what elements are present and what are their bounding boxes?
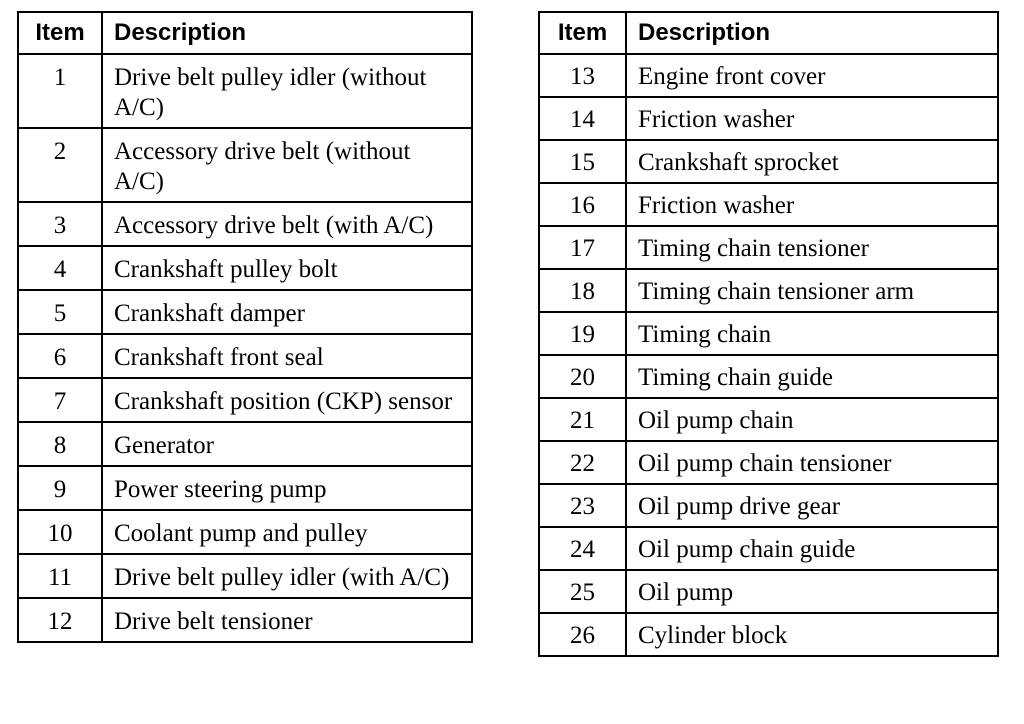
table-row [539,398,998,441]
item-number: 15 [539,140,626,183]
item-number: 23 [539,484,626,527]
table-row [539,570,998,613]
item-description: Oil pump chain [626,398,998,441]
item-description: Timing chain guide [626,355,998,398]
table-row [18,202,472,246]
item-number: 7 [18,378,102,422]
item-number: 5 [18,290,102,334]
item-number: 22 [539,441,626,484]
table-row [18,466,472,510]
item-description: Oil pump drive gear [626,484,998,527]
item-number: 6 [18,334,102,378]
item-description: Oil pump chain guide [626,527,998,570]
item-description: Crankshaft position (CKP) sensor [102,378,472,422]
table-row [539,441,998,484]
item-number: 20 [539,355,626,398]
item-description: Crankshaft sprocket [626,140,998,183]
item-number: 12 [18,598,102,642]
table-row [18,554,472,598]
item-description: Crankshaft damper [102,290,472,334]
table-row [18,378,472,422]
table-row [18,290,472,334]
item-column-header: Item [539,12,626,54]
item-number: 10 [18,510,102,554]
item-number: 21 [539,398,626,441]
item-description: Oil pump [626,570,998,613]
table-row [539,613,998,656]
item-description: Accessory drive belt (without A/C) [102,128,472,202]
item-number: 13 [539,54,626,97]
parts-table-left [17,11,473,643]
table-row [539,226,998,269]
item-description: Timing chain tensioner [626,226,998,269]
header-row [18,12,472,54]
item-description: Cylinder block [626,613,998,656]
header-row [539,12,998,54]
item-description: Accessory drive belt (with A/C) [102,202,472,246]
item-description: Drive belt pulley idler (without A/C) [102,54,472,128]
item-number: 18 [539,269,626,312]
item-number: 1 [18,54,102,128]
table-row [539,140,998,183]
item-number: 17 [539,226,626,269]
item-description: Drive belt pulley idler (with A/C) [102,554,472,598]
item-description: Timing chain [626,312,998,355]
table-row [18,422,472,466]
item-number: 8 [18,422,102,466]
parts-table-right [538,11,999,657]
description-column-header: Description [626,12,998,54]
item-number: 25 [539,570,626,613]
item-number: 9 [18,466,102,510]
table-row [18,246,472,290]
item-number: 4 [18,246,102,290]
item-description: Crankshaft pulley bolt [102,246,472,290]
item-number: 19 [539,312,626,355]
table-row [18,128,472,202]
item-column-header: Item [18,12,102,54]
table-row [539,527,998,570]
item-description: Engine front cover [626,54,998,97]
item-description: Friction washer [626,97,998,140]
description-column-header: Description [102,12,472,54]
table-row [539,183,998,226]
table-row [18,510,472,554]
table-row [539,269,998,312]
table-row [539,97,998,140]
table-row [18,598,472,642]
item-description: Power steering pump [102,466,472,510]
item-number: 11 [18,554,102,598]
item-description: Coolant pump and pulley [102,510,472,554]
table-row [539,355,998,398]
item-description: Drive belt tensioner [102,598,472,642]
table-row [539,484,998,527]
item-description: Timing chain tensioner arm [626,269,998,312]
table-row [18,54,472,128]
item-description: Oil pump chain tensioner [626,441,998,484]
item-number: 14 [539,97,626,140]
table-row [539,54,998,97]
item-description: Generator [102,422,472,466]
table-row [18,334,472,378]
item-number: 3 [18,202,102,246]
item-number: 16 [539,183,626,226]
item-number: 2 [18,128,102,202]
item-number: 26 [539,613,626,656]
table-row [539,312,998,355]
item-description: Crankshaft front seal [102,334,472,378]
item-number: 24 [539,527,626,570]
item-description: Friction washer [626,183,998,226]
